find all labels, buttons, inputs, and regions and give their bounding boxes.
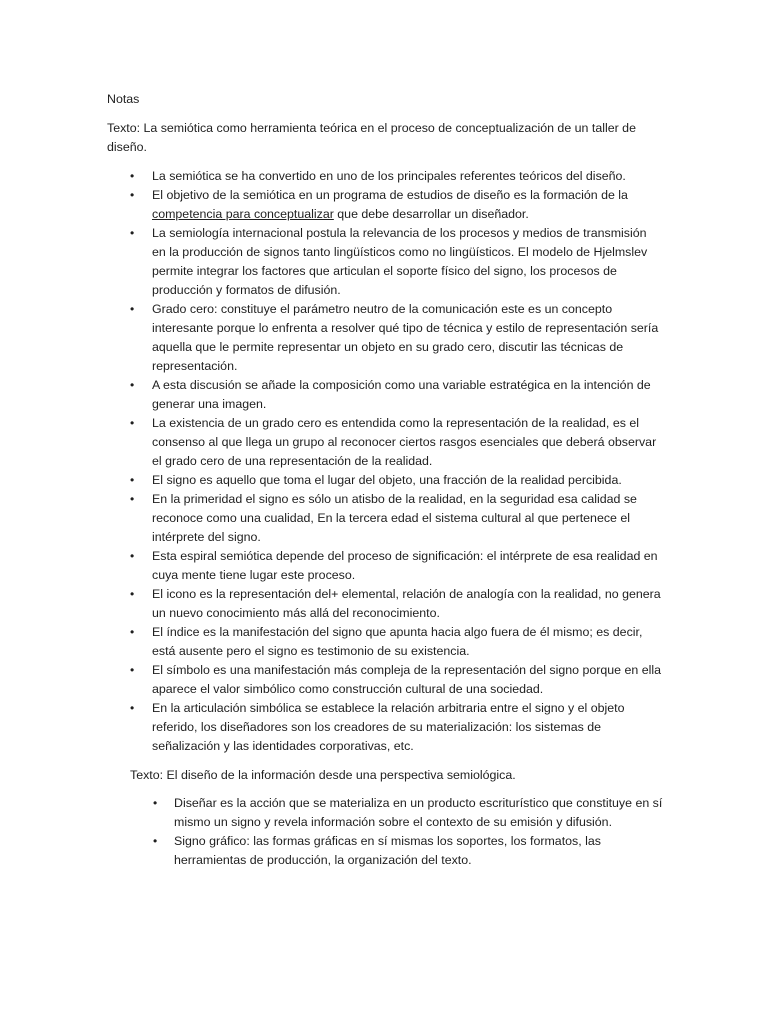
section-1-list [107,167,663,756]
list-item: • En la primeridad el signo es sólo un atisbo de la realidad, en la seguridad esa calidad se reconoce como una cualidad, En la tercera edad el sistema cultural al que pertenece el intérprete del signo. [130,492,637,544]
list-item: • A esta discusión se añade la composición como una variable estratégica en la intención de generar una imagen. [130,378,651,411]
list-item: • El símbolo es una manifestación más compleja de la representación del signo porque en ella aparece el valor simbólico como construcción cultural de una sociedad. [130,663,662,696]
bullet-icon: • [130,587,135,601]
list-item: • La semiología internacional postula la relevancia de los procesos y medios de transmisión en la producción de signos tanto lingüísticos como no lingüísticos. El modelo de Hjelmslev permite integrar los factores que articulan el soporte físico del signo, los procesos de producción y formatos de difusión. [130,226,648,297]
list-item: • Diseñar es la acción que se materializa en un producto escriturístico que constituye en sí mismo un signo y revela información sobre el contexto de su emisión y difusión. [153,796,663,829]
bullet-icon: • [153,796,158,810]
bullet-icon: • [130,188,135,202]
bullet-icon: • [130,226,135,240]
list-item: • El signo es aquello que toma el lugar del objeto, una fracción de la realidad percibida. [107,471,663,490]
bullet-icon: • [130,625,135,639]
list-item: • El icono es la representación del+ elemental, relación de analogía con la realidad, no genera un nuevo conocimiento más allá del reconocimiento. [130,587,661,620]
bullet-icon: • [153,834,158,848]
list-item: • En la articulación simbólica se establece la relación arbitraria entre el signo y el objeto referido, los diseñadores son los creadores de su materialización: los sistemas de señalización y las identidades corporativas, etc. [130,701,625,753]
bullet-icon: • [130,492,135,506]
section-1-heading: Texto: La semiótica como herramienta teórica en el proceso de conceptualización de un taller de diseño. [107,121,636,154]
bullet-icon: • [130,701,135,715]
bullet-icon: • [130,473,135,487]
bullet-icon: • [130,549,135,563]
bullet-icon: • [130,416,135,430]
list-item: • La existencia de un grado cero es entendida como la representación de la realidad, es el consenso al que llega un grupo al reconocer ciertos rasgos esenciales que deberá observar el grado cero de una representación de la realidad. [130,416,657,468]
bullet-icon: • [130,169,135,183]
section-2-heading: Texto: El diseño de la información desde una perspectiva semiológica. [130,768,516,782]
document-title: Notas [107,92,140,106]
list-item: • La semiótica se ha convertido en uno de los principales referentes teóricos del diseño. [107,167,663,186]
list-item: • Signo gráfico: las formas gráficas en sí mismas los soportes, los formatos, las herramientas de producción, la organización del texto. [153,834,601,867]
document-page [107,90,663,880]
list-item: • El objetivo de la semiótica en un programa de estudios de diseño es la formación de la competencia para conceptualizar que debe desarrollar un diseñador. [130,188,628,221]
bullet-icon: • [130,663,135,677]
list-item: • Grado cero: constituye el parámetro neutro de la comunicación este es un concepto interesante porque lo enfrenta a resolver qué tipo de técnica y estilo de representación sería aquella que le permite representar un objeto en su grado cero, discutir las técnicas de representación. [130,302,659,373]
section-2-list [107,794,663,870]
bullet-icon: • [130,378,135,392]
underlined-phrase: competencia para conceptualizar [152,207,334,221]
list-item: • Esta espiral semiótica depende del proceso de significación: el intérprete de esa realidad en cuya mente tiene lugar este proceso. [130,549,658,582]
list-item: • El índice es la manifestación del signo que apunta hacia algo fuera de él mismo; es decir, está ausente pero el signo es testimonio de su existencia. [130,625,643,658]
bullet-icon: • [130,302,135,316]
